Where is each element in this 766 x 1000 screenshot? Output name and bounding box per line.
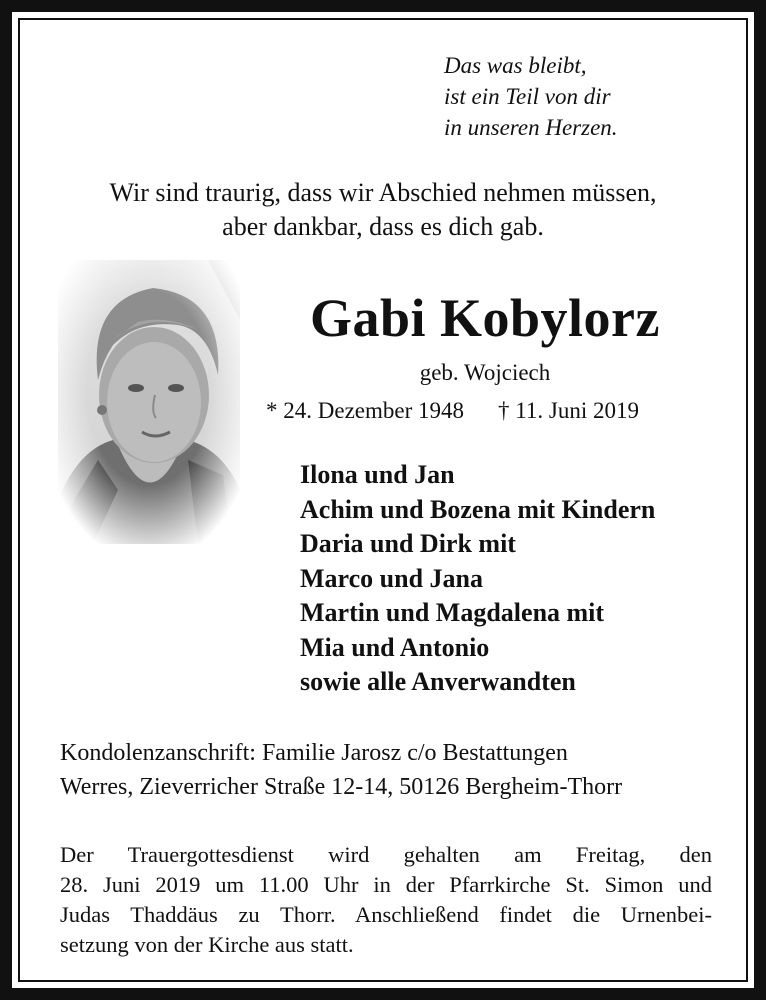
mourner-line: sowie alle Anverwandten [300, 667, 576, 696]
maiden-name: geb. Wojciech [419, 360, 551, 385]
motto [444, 50, 704, 143]
service-line-1: Der Trauergottesdienst wird gehalten am Freitag, den [60, 842, 712, 867]
condolence-line-2: Werres, Zieverricher Straße 12-14, 50126 Bergheim-Thorr [60, 774, 623, 800]
motto-line-1: Das was bleibt, [444, 53, 587, 78]
motto-line-2: ist ein Teil von dir [444, 84, 611, 109]
death-date: † 11. Juni 2019 [498, 398, 639, 423]
mourner-line: Ilona und Jan [300, 460, 455, 489]
mourners-list [300, 458, 655, 700]
intro-text [40, 176, 726, 244]
condolence-line-1: Kondolenzanschrift: Familie Jarosz c/o Bestattungen [60, 740, 568, 766]
service-notice [60, 840, 712, 960]
mourner-line: Daria und Dirk mit [300, 529, 516, 558]
deceased-name: Gabi Kobylorz [309, 288, 660, 348]
life-dates [266, 396, 639, 426]
intro-line-2: aber dankbar, dass es dich gab. [222, 212, 544, 241]
mourner-line: Marco und Jana [300, 563, 483, 593]
motto-line-3: in unseren Herzen. [444, 115, 618, 140]
mourner-line: Mia und Antonio [300, 632, 490, 662]
condolence-address [60, 736, 622, 804]
service-line-4: setzung von der Kirche aus statt. [60, 932, 354, 957]
service-line-2: 28. Juni 2019 um 11.00 Uhr in der Pfarrkirche St. Simon und [60, 872, 712, 897]
mourner-line: Martin und Magdalena mit [300, 598, 605, 627]
intro-line-1: Wir sind traurig, dass wir Abschied nehmen müssen, [109, 178, 657, 207]
birth-date: * 24. Dezember 1948 [266, 398, 464, 423]
mourner-line: Achim und Bozena mit Kindern [300, 494, 656, 524]
service-line-3: Judas Thaddäus zu Thorr. Anschließend findet die Urnenbei- [60, 902, 712, 927]
portrait-photo [58, 260, 240, 544]
